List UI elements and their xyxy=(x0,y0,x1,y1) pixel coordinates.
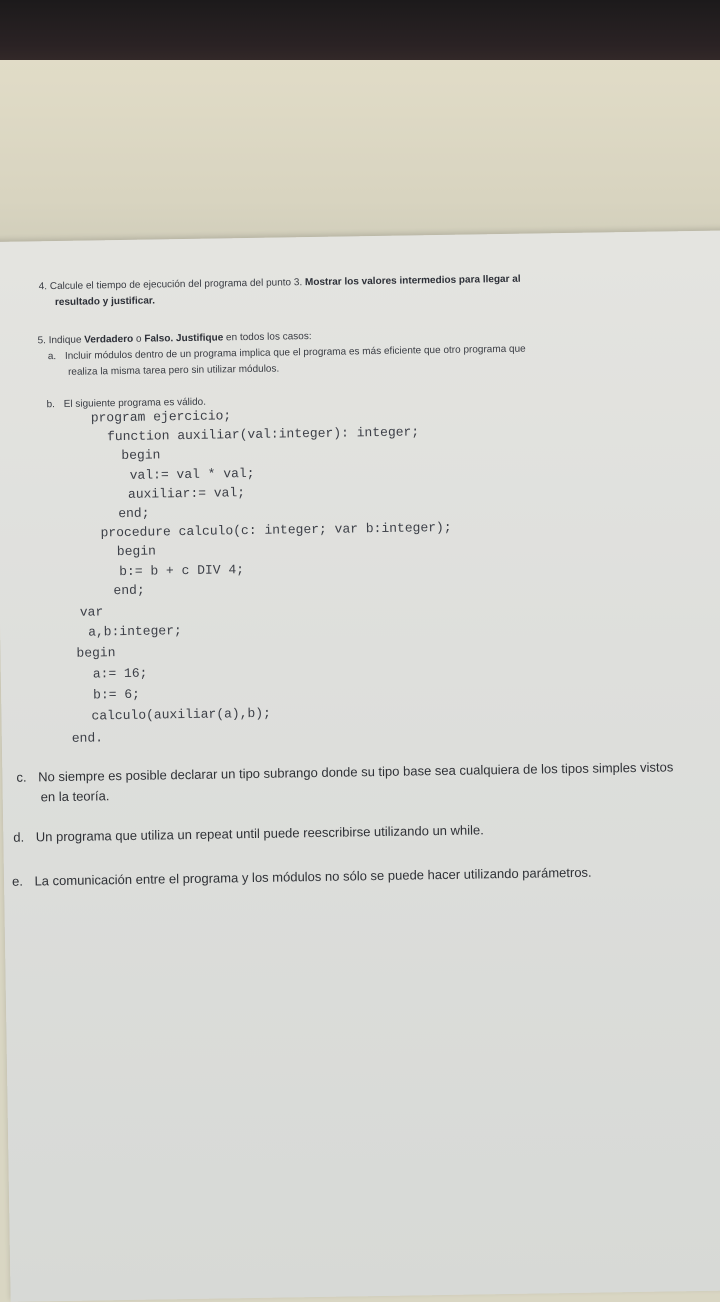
item-e xyxy=(12,865,592,889)
item-a-line2 xyxy=(68,362,279,381)
item-a-line2-text: realiza la misma tarea pero sin utilizar módulos. xyxy=(67,363,280,378)
question-5-rest: en todos los casos: xyxy=(225,331,312,344)
item-c-line1: No siempre es posible declarar un tipo subrango donde su tipo base sea cualquiera de los tipos simples vistos xyxy=(38,759,674,785)
paper-sheet xyxy=(0,230,720,1301)
code-line: var xyxy=(79,604,104,620)
code-line: auxiliar:= val; xyxy=(127,485,246,502)
question-4-number: 4. xyxy=(38,281,48,293)
background-wall xyxy=(0,60,720,260)
code-line: calculo(auxiliar(a),b); xyxy=(91,705,271,724)
question-5-falso: Falso. xyxy=(144,333,174,345)
item-c-line2 xyxy=(41,788,110,804)
code-line: val:= val * val; xyxy=(129,465,255,483)
code-line: function auxiliar(val:integer): integer; xyxy=(106,424,420,445)
item-a-label: a. xyxy=(47,351,57,363)
question-5-justifique: Justifique xyxy=(175,332,224,345)
question-4-bold: Mostrar los valores intermedios para llegar al xyxy=(304,273,521,289)
item-a-line1: Incluir módulos dentro de un programa implica que el programa es más eficiente que otro programa que xyxy=(64,343,526,362)
question-4-line2 xyxy=(55,293,155,311)
code-line: b:= 6; xyxy=(93,686,141,703)
code-line: end. xyxy=(71,730,104,746)
item-e-text: La comunicación entre el programa y los módulos no sólo se puede hacer utilizando parámetros. xyxy=(34,864,592,889)
question-5-o: o xyxy=(135,333,142,345)
code-line: program ejercicio; xyxy=(90,408,232,426)
code-line: end; xyxy=(118,505,150,522)
question-5-number: 5. xyxy=(37,335,46,347)
question-5-verdadero: Verdadero xyxy=(84,333,134,346)
item-b-text: El siguiente programa es válido. xyxy=(63,396,207,410)
item-c-line2-text: en la teoría. xyxy=(40,788,110,805)
code-line: begin xyxy=(76,645,116,661)
code-line: end; xyxy=(113,582,145,599)
question-4-bold-2: resultado y justificar. xyxy=(54,295,156,309)
item-c-label: c. xyxy=(16,769,27,785)
item-c xyxy=(16,759,673,784)
item-d xyxy=(13,822,484,844)
item-d-text: Un programa que utiliza un repeat until puede reescribirse utilizando un while. xyxy=(35,822,484,845)
code-line: begin xyxy=(116,543,157,560)
question-4-text: Calcule el tiempo de ejecución del programa del punto 3. xyxy=(49,277,303,293)
item-b-label: b. xyxy=(46,399,55,411)
code-line: a,b:integer; xyxy=(88,623,182,640)
code-line: b:= b + c DIV 4; xyxy=(119,562,245,580)
code-line: a:= 16; xyxy=(92,665,148,682)
question-4 xyxy=(39,272,521,296)
item-d-label: d. xyxy=(13,829,25,845)
item-e-label: e. xyxy=(11,873,24,889)
code-line: begin xyxy=(121,447,161,464)
question-5-intro: Indique xyxy=(48,334,82,347)
code-line: procedure calculo(c: integer; var b:integer); xyxy=(100,519,452,541)
